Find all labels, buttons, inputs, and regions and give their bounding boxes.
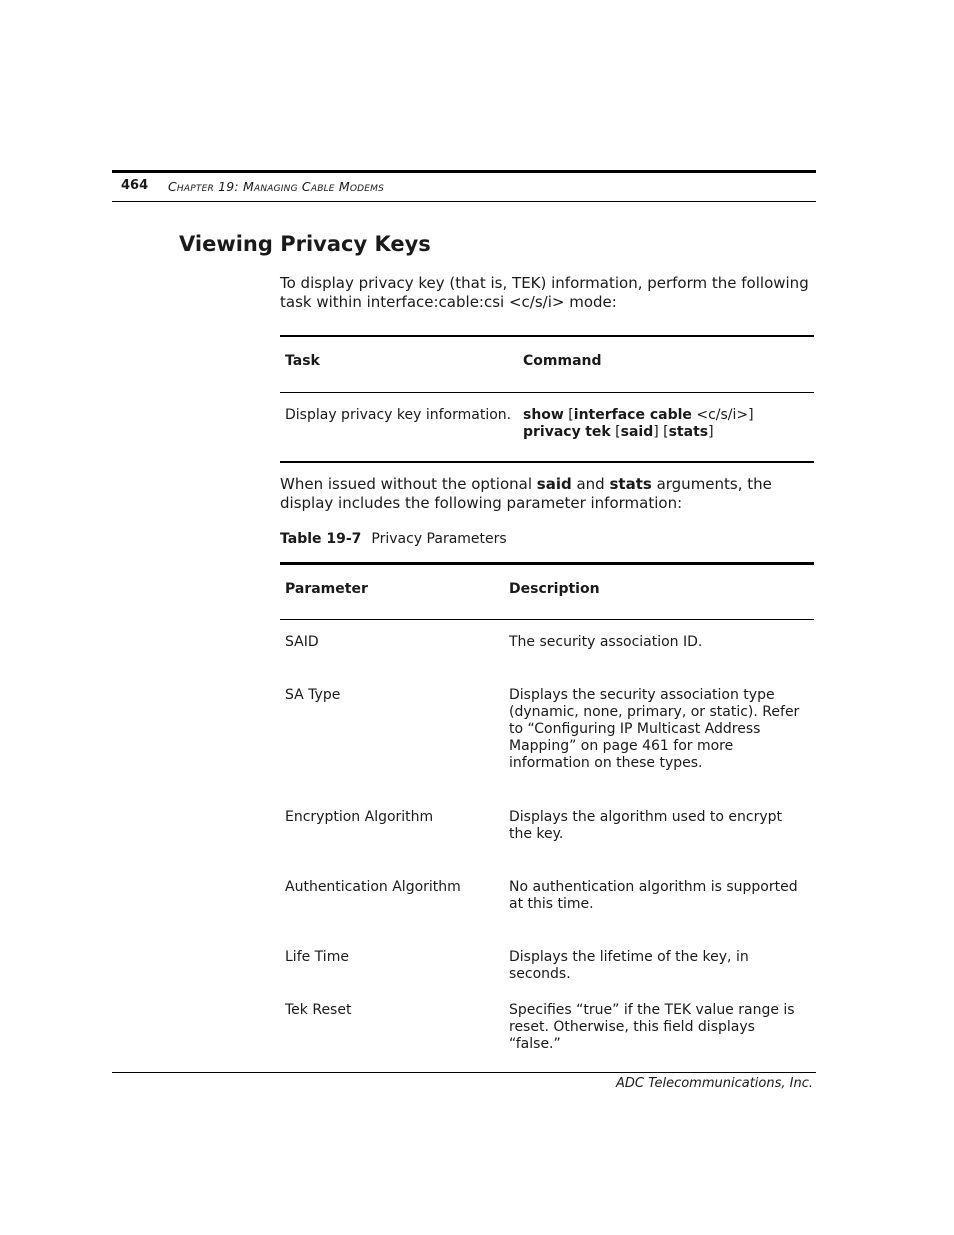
section-title: Viewing Privacy Keys [179, 232, 431, 256]
followup-said: said [536, 475, 572, 493]
params-table-header-rule [280, 619, 814, 620]
param-name: Life Time [285, 949, 349, 965]
task-table-header-rule [280, 392, 814, 393]
followup-paragraph [280, 475, 810, 513]
param-name: Tek Reset [285, 1002, 352, 1018]
page-number: 464 [121, 178, 149, 193]
command-column-header: Command [523, 353, 602, 369]
table-caption [280, 531, 507, 547]
followup-text-2: and [571, 475, 610, 493]
cmd-csi: <c/s/i>] [691, 407, 754, 423]
param-description: The security association ID. [509, 634, 703, 650]
cmd-bracket-open-2: [ [610, 424, 621, 440]
param-name: Authentication Algorithm [285, 879, 461, 895]
command-cell [523, 407, 808, 441]
intro-paragraph: To display privacy key (that is, TEK) information, perform the following task within interface:cable:csi <c/s/i> mode: [280, 274, 809, 311]
cmd-bracket-close: ] [708, 424, 714, 440]
params-table-top-rule [280, 562, 814, 565]
chapter-label: Chapter 19: Managing Cable Modems [168, 179, 385, 194]
param-name: SAID [285, 634, 319, 650]
task-cell: Display privacy key information. [285, 407, 512, 423]
cmd-privacy: privacy [523, 424, 581, 440]
footer-rule [112, 1072, 816, 1073]
followup-stats: stats [609, 475, 652, 493]
param-name: SA Type [285, 687, 341, 703]
param-description: Displays the algorithm used to encrypt the key. [509, 809, 783, 842]
task-column-header: Task [285, 353, 320, 369]
param-description: Displays the security association type (dynamic, none, primary, or static). Refer to “Configuring IP Multicast Address Mapping” on page 461 for more information on these types. [509, 687, 800, 771]
param-description: Displays the lifetime of the key, in seconds. [509, 949, 749, 982]
cmd-said: said [620, 424, 654, 440]
param-name: Encryption Algorithm [285, 809, 434, 825]
cmd-bracket-open: [ [563, 407, 574, 423]
cmd-stats: stats [668, 424, 709, 440]
cmd-show: show [523, 407, 564, 423]
cmd-tek: tek [585, 424, 611, 440]
cmd-interface-cable: interface cable [573, 407, 692, 423]
followup-text-3: arguments, the display includes the following parameter information: [280, 475, 772, 512]
followup-text-1: When issued without the optional [280, 475, 537, 493]
footer-company: ADC Telecommunications, Inc. [616, 1076, 813, 1091]
cmd-bracket-mid: ] [ [653, 424, 669, 440]
table-caption-label: Table 19-7 [280, 531, 362, 547]
table-caption-text: Privacy Parameters [371, 531, 507, 547]
header-bottom-rule [112, 201, 816, 202]
param-description: No authentication algorithm is supported at this time. [509, 879, 798, 912]
header-top-rule [112, 170, 816, 173]
param-description: Specifies “true” if the TEK value range is reset. Otherwise, this field displays “false.” [509, 1002, 795, 1052]
parameter-column-header: Parameter [285, 581, 368, 597]
description-column-header: Description [509, 581, 600, 597]
task-table-bottom-rule [280, 461, 814, 463]
task-table-top-rule [280, 335, 814, 337]
